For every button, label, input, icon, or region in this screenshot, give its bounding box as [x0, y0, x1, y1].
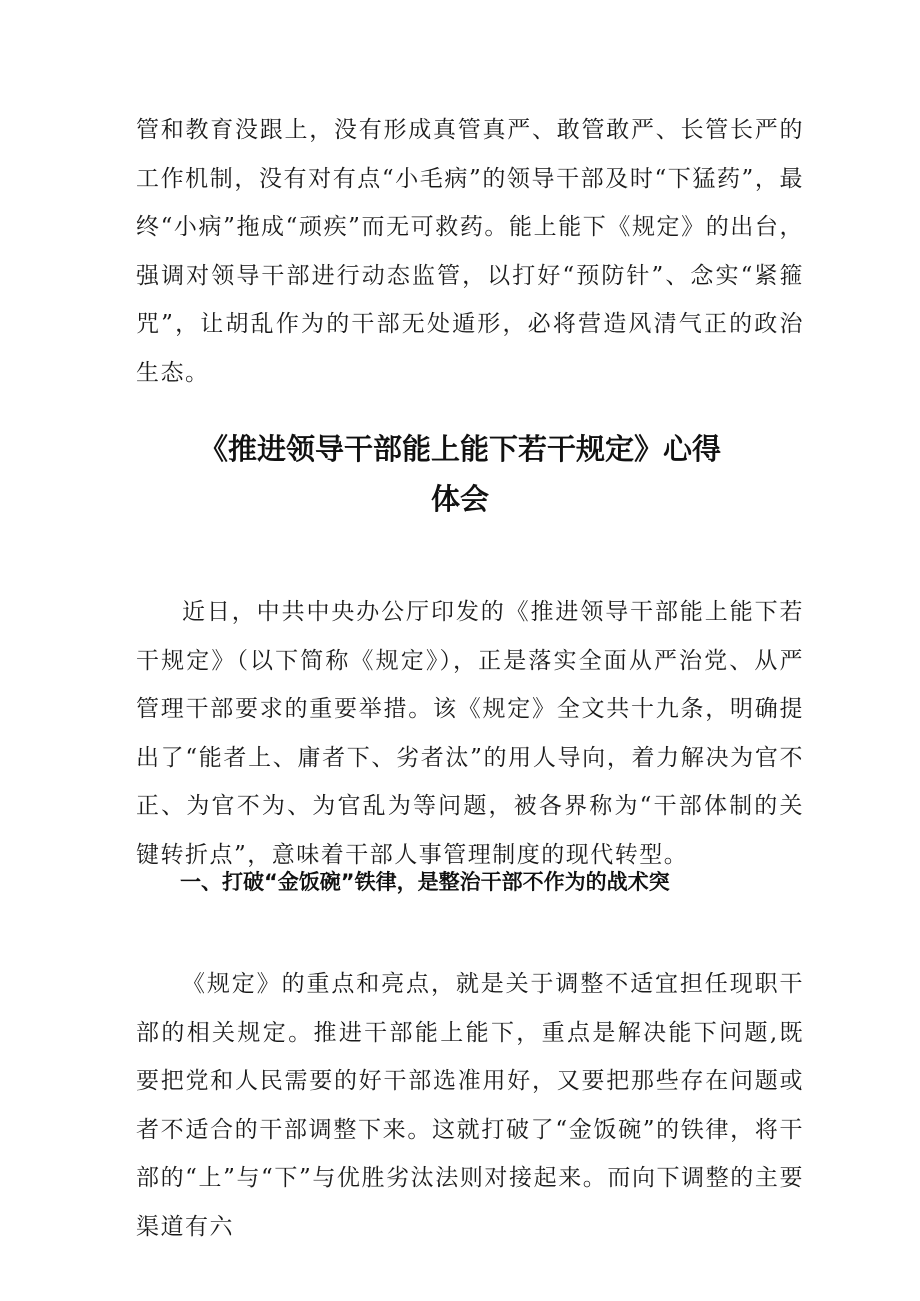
section-heading-1: 一、打破“金饭碗”铁律，是整治干部不作为的战术突 [180, 870, 670, 894]
body-paragraph-2: 近日，中共中央办公厅印发的《推进领导干部能上能下若干规定》（以下简称《规定》），正是落实全面从严治党、从严管理干部要求的重要举措。该《规定》全文共十九条，明确提出了“能者上、庸者下、劣者汰”的用人导向，着力解决为官不正、为官不为、为官乱为等问题，被各界称为“干部体制的关键转折点”，意味着干部人事管理制度的现代转型。 [136, 599, 804, 868]
body-paragraph-1: 管和教育没跟上，没有形成真管真严、敢管敢严、长管长严的工作机制，没有对有点“小毛病”的领导干部及时“下猛药”，最终“小病”拖成“顽疾”而无可救药。能上能下《规定》的出台，强调对领导干部进行动态监管，以打好“预防针”、念实“紧箍咒”，让胡乱作为的干部无处遁形，必将营造风清气正的政治生态。 [136, 117, 804, 386]
body-paragraph-3: 《规定》的重点和亮点，就是关于调整不适宜担任现职干部的相关规定。推进干部能上能下，重点是解决能下问题,既要把党和人民需要的好干部选准用好，又要把那些存在问题或者不适合的干部调整下来。这就打破了“金饭碗”的铁律，将干部的“上”与“下”与优胜劣汰法则对接起来。而向下调整的主要渠道有六 [136, 971, 804, 1240]
title-line-1: 《推进领导干部能上能下若干规定》心得 [198, 432, 721, 466]
document-title [120, 424, 800, 524]
title-line-2: 体会 [430, 482, 489, 516]
